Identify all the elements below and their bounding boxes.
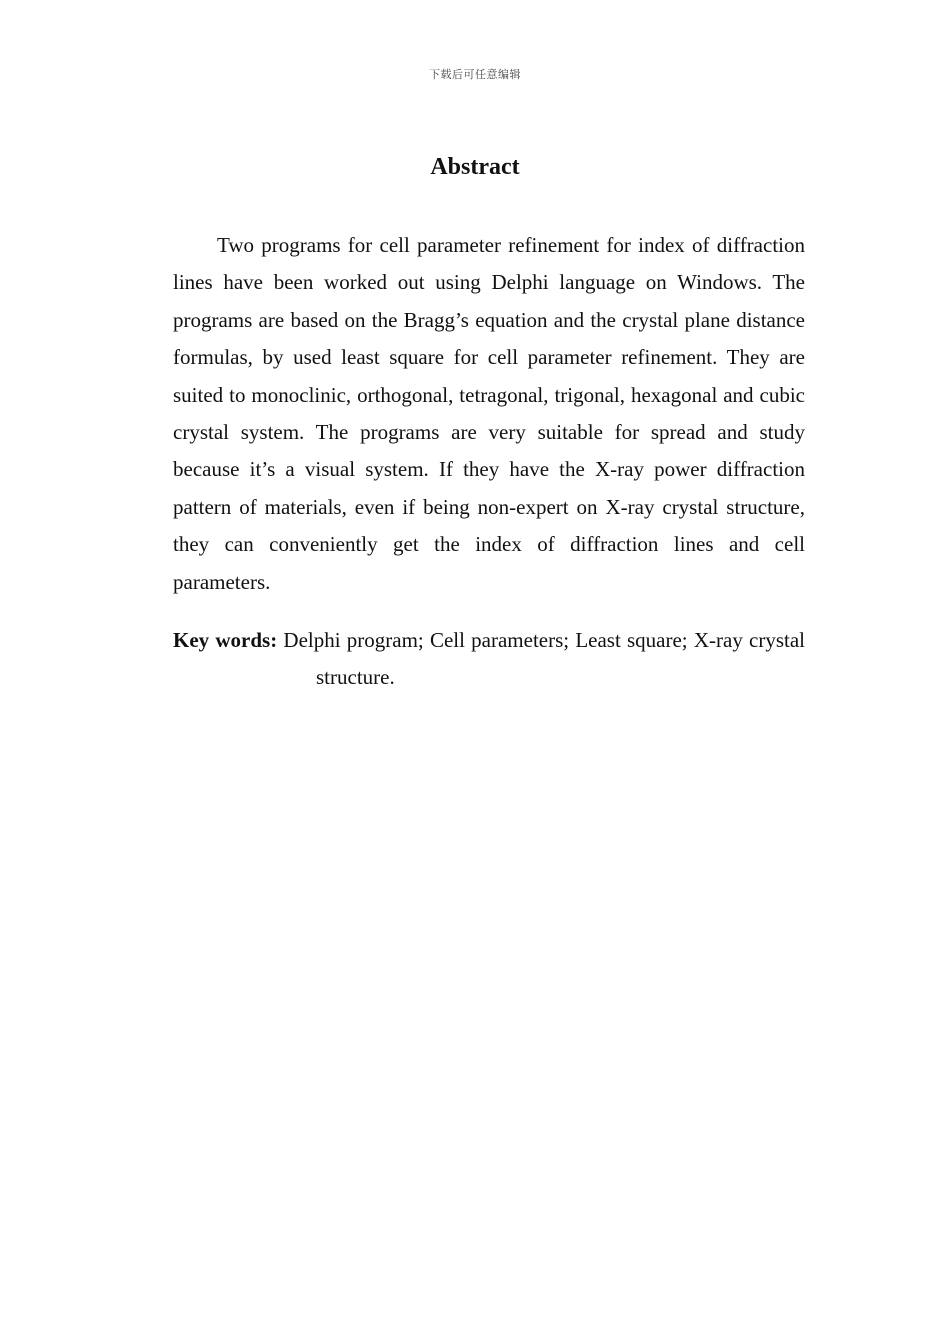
keywords-text: Delphi program; Cell parameters; Least square; X-ray crystal structure. [283, 628, 806, 690]
page-header-note: 下载后可任意编辑 [429, 68, 521, 81]
keywords-line [173, 622, 805, 697]
abstract-paragraph: Two programs for cell parameter refinement for index of diffraction lines have been worked out using Delphi language on Windows. The programs are based on the Bragg’s equation and the crystal plane distance formulas, by used least square for cell parameter refinement. They are suited to monoclinic, orthogonal, tetragonal, trigonal, hexagonal and cubic crystal system. The programs are very suitable for spread and study because it’s a visual system. If they have the X-ray power diffraction pattern of materials, even if being non-expert on X-ray crystal structure, they can conveniently get the index of diffraction lines and cell parameters. [173, 233, 805, 594]
abstract-title: Abstract [430, 154, 520, 180]
keywords-label: Key words: [173, 628, 278, 652]
